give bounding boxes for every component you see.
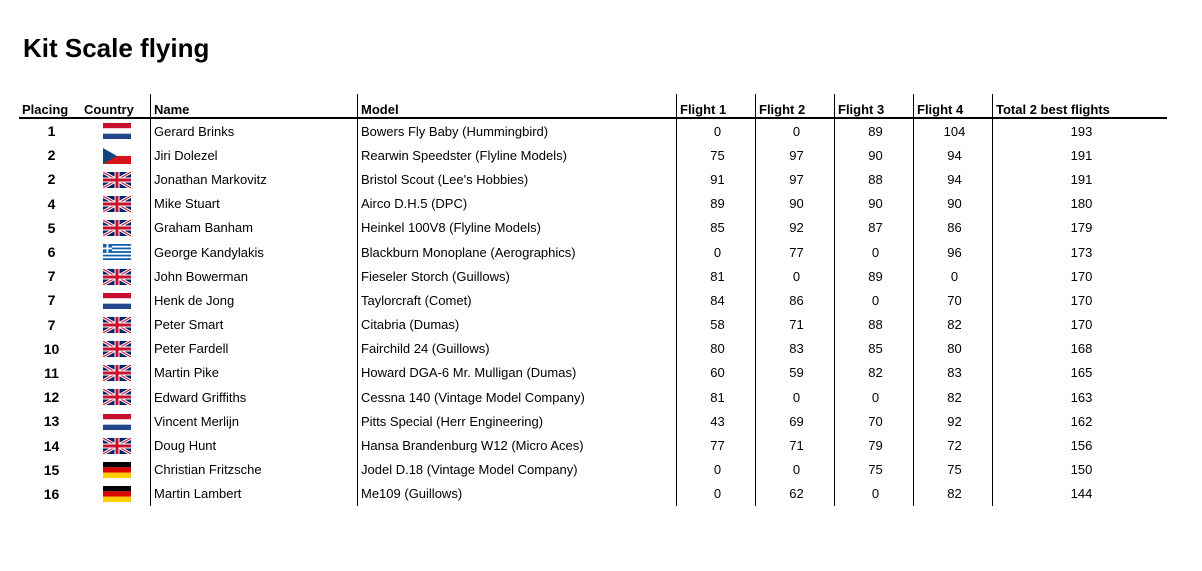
placing-cell: 11 [44,364,59,381]
placing-cell: 13 [43,413,60,430]
flight-3-cell: 90 [835,192,914,216]
placing-cell: 16 [43,485,60,502]
name-cell: Vincent Merlijn [151,409,358,433]
country-cell [81,337,151,361]
placing-cell: 7 [47,292,56,309]
placing-cell: 10 [43,340,60,357]
total-cell: 179 [1070,220,1093,236]
total-cell: 144 [1070,486,1093,502]
flight-3-cell: 89 [835,264,914,288]
flight-3-cell: 0 [835,288,914,312]
total-cell: 168 [1070,341,1093,357]
table-row [19,409,1167,433]
header-flight-3: Flight 3 [835,94,914,118]
flight-2-cell: 97 [756,143,835,167]
flight-1-cell: 0 [677,118,756,143]
uk-flag [103,341,131,357]
country-cell [81,118,151,143]
flight-2-cell: 77 [756,240,835,264]
flight-1-cell: 85 [677,216,756,240]
flight-4-cell: 80 [914,337,993,361]
flight-4-cell: 75 [914,458,993,482]
flight-2-cell: 71 [756,313,835,337]
model-cell: Me109 (Guillows) [358,482,677,506]
table-row [19,216,1167,240]
country-cell [81,143,151,167]
flight-2-cell: 71 [756,433,835,457]
table-row [19,118,1167,143]
flight-3-cell: 79 [835,433,914,457]
country-cell [81,409,151,433]
czech-flag [103,148,131,164]
flight-4-cell: 0 [914,264,993,288]
flight-1-cell: 91 [677,167,756,191]
model-cell: Blackburn Monoplane (Aerographics) [358,240,677,264]
header-flight-4: Flight 4 [914,94,993,118]
model-cell: Bristol Scout (Lee's Hobbies) [358,167,677,191]
flight-1-cell: 81 [677,385,756,409]
header-flight-1: Flight 1 [677,94,756,118]
flight-3-cell: 82 [835,361,914,385]
placing-cell: 7 [47,316,56,333]
total-cell: 191 [1070,147,1093,163]
uk-flag [103,196,131,212]
uk-flag [103,438,131,454]
name-cell: Martin Lambert [151,482,358,506]
germany-flag [103,486,131,502]
flight-2-cell: 0 [756,264,835,288]
uk-flag [103,317,131,333]
total-cell: 170 [1070,317,1093,333]
model-cell: Airco D.H.5 (DPC) [358,192,677,216]
flight-1-cell: 60 [677,361,756,385]
flight-2-cell: 83 [756,337,835,361]
table-row [19,482,1167,506]
flight-2-cell: 59 [756,361,835,385]
flight-1-cell: 81 [677,264,756,288]
flight-3-cell: 75 [835,458,914,482]
flight-1-cell: 75 [677,143,756,167]
flight-4-cell: 96 [914,240,993,264]
table-row [19,167,1167,191]
page-title: Kit Scale flying [23,33,210,63]
flight-1-cell: 0 [677,240,756,264]
table-row [19,288,1167,312]
netherlands-flag [103,123,131,139]
total-cell: 165 [1070,365,1093,381]
flight-1-cell: 89 [677,192,756,216]
name-cell: John Bowerman [151,264,358,288]
table-row [19,240,1167,264]
total-cell: 193 [1070,123,1093,139]
total-cell: 170 [1070,268,1093,284]
model-cell: Heinkel 100V8 (Flyline Models) [358,216,677,240]
name-cell: Martin Pike [151,361,358,385]
name-cell: Jiri Dolezel [151,143,358,167]
name-cell: George Kandylakis [151,240,358,264]
placing-cell: 12 [43,389,60,406]
flight-4-cell: 86 [914,216,993,240]
header-total: Total 2 best flights [993,94,1168,118]
flight-3-cell: 88 [835,313,914,337]
flight-4-cell: 82 [914,385,993,409]
flight-4-cell: 82 [914,313,993,337]
placing-cell: 15 [43,461,60,478]
header-flight-2: Flight 2 [756,94,835,118]
table-row [19,192,1167,216]
country-cell [81,192,151,216]
uk-flag [103,220,131,236]
greece-flag [103,244,131,260]
table-row [19,264,1167,288]
total-cell: 156 [1070,438,1093,454]
uk-flag [103,269,131,285]
model-cell: Fieseler Storch (Guillows) [358,264,677,288]
name-cell: Jonathan Markovitz [151,167,358,191]
name-cell: Peter Fardell [151,337,358,361]
flight-4-cell: 92 [914,409,993,433]
table-row [19,433,1167,457]
placing-cell: 6 [47,244,56,261]
germany-flag [103,462,131,478]
model-cell: Fairchild 24 (Guillows) [358,337,677,361]
total-cell: 191 [1070,171,1093,187]
flight-1-cell: 80 [677,337,756,361]
country-cell [81,167,151,191]
name-cell: Christian Fritzsche [151,458,358,482]
country-cell [81,458,151,482]
total-cell: 180 [1070,196,1093,212]
flight-3-cell: 0 [835,482,914,506]
flight-1-cell: 58 [677,313,756,337]
total-cell: 150 [1070,462,1093,478]
table-row [19,385,1167,409]
total-cell: 170 [1070,292,1093,308]
model-cell: Hansa Brandenburg W12 (Micro Aces) [358,433,677,457]
country-cell [81,482,151,506]
uk-flag [103,365,131,381]
placing-cell: 2 [47,171,56,188]
model-cell: Bowers Fly Baby (Hummingbird) [358,118,677,143]
table-row [19,313,1167,337]
country-cell [81,313,151,337]
model-cell: Howard DGA-6 Mr. Mulligan (Dumas) [358,361,677,385]
placing-cell: 2 [47,147,56,164]
flight-4-cell: 104 [914,118,993,143]
placing-cell: 5 [47,219,56,236]
total-cell: 163 [1070,389,1093,405]
netherlands-flag [103,414,131,430]
model-cell: Taylorcraft (Comet) [358,288,677,312]
header-country: Country [81,94,151,118]
placing-cell: 14 [43,437,60,454]
flight-2-cell: 97 [756,167,835,191]
country-cell [81,288,151,312]
country-cell [81,433,151,457]
total-cell: 173 [1070,244,1093,260]
uk-flag [103,172,131,188]
header-name: Name [151,94,358,118]
flight-1-cell: 84 [677,288,756,312]
country-cell [81,216,151,240]
flight-2-cell: 0 [756,458,835,482]
flight-1-cell: 0 [677,482,756,506]
name-cell: Mike Stuart [151,192,358,216]
header-placing: Placing [19,94,81,118]
country-cell [81,240,151,264]
table-row [19,361,1167,385]
table-row [19,337,1167,361]
country-cell [81,264,151,288]
flight-3-cell: 0 [835,240,914,264]
name-cell: Graham Banham [151,216,358,240]
placing-cell: 7 [47,268,56,285]
flight-3-cell: 87 [835,216,914,240]
uk-flag [103,389,131,405]
table-row [19,458,1167,482]
country-cell [81,361,151,385]
flight-2-cell: 0 [756,385,835,409]
flight-2-cell: 92 [756,216,835,240]
name-cell: Doug Hunt [151,433,358,457]
flight-2-cell: 69 [756,409,835,433]
flight-4-cell: 94 [914,143,993,167]
model-cell: Jodel D.18 (Vintage Model Company) [358,458,677,482]
flight-4-cell: 90 [914,192,993,216]
name-cell: Peter Smart [151,313,358,337]
header-model: Model [358,94,677,118]
name-cell: Gerard Brinks [151,118,358,143]
model-cell: Citabria (Dumas) [358,313,677,337]
flight-1-cell: 43 [677,409,756,433]
placing-cell: 1 [47,123,56,140]
flight-1-cell: 0 [677,458,756,482]
header-row [19,94,1167,118]
flight-3-cell: 90 [835,143,914,167]
netherlands-flag [103,293,131,309]
name-cell: Henk de Jong [151,288,358,312]
model-cell: Rearwin Speedster (Flyline Models) [358,143,677,167]
flight-3-cell: 0 [835,385,914,409]
placing-cell: 4 [47,195,56,212]
flight-2-cell: 90 [756,192,835,216]
name-cell: Edward Griffiths [151,385,358,409]
model-cell: Pitts Special (Herr Engineering) [358,409,677,433]
flight-4-cell: 83 [914,361,993,385]
country-cell [81,385,151,409]
table-row [19,143,1167,167]
flight-2-cell: 86 [756,288,835,312]
flight-4-cell: 94 [914,167,993,191]
flight-4-cell: 70 [914,288,993,312]
flight-3-cell: 88 [835,167,914,191]
flight-2-cell: 0 [756,118,835,143]
flight-4-cell: 82 [914,482,993,506]
flight-2-cell: 62 [756,482,835,506]
flight-3-cell: 89 [835,118,914,143]
results-table [19,94,1167,506]
flight-4-cell: 72 [914,433,993,457]
flight-1-cell: 77 [677,433,756,457]
flight-3-cell: 85 [835,337,914,361]
model-cell: Cessna 140 (Vintage Model Company) [358,385,677,409]
total-cell: 162 [1070,413,1093,429]
flight-3-cell: 70 [835,409,914,433]
